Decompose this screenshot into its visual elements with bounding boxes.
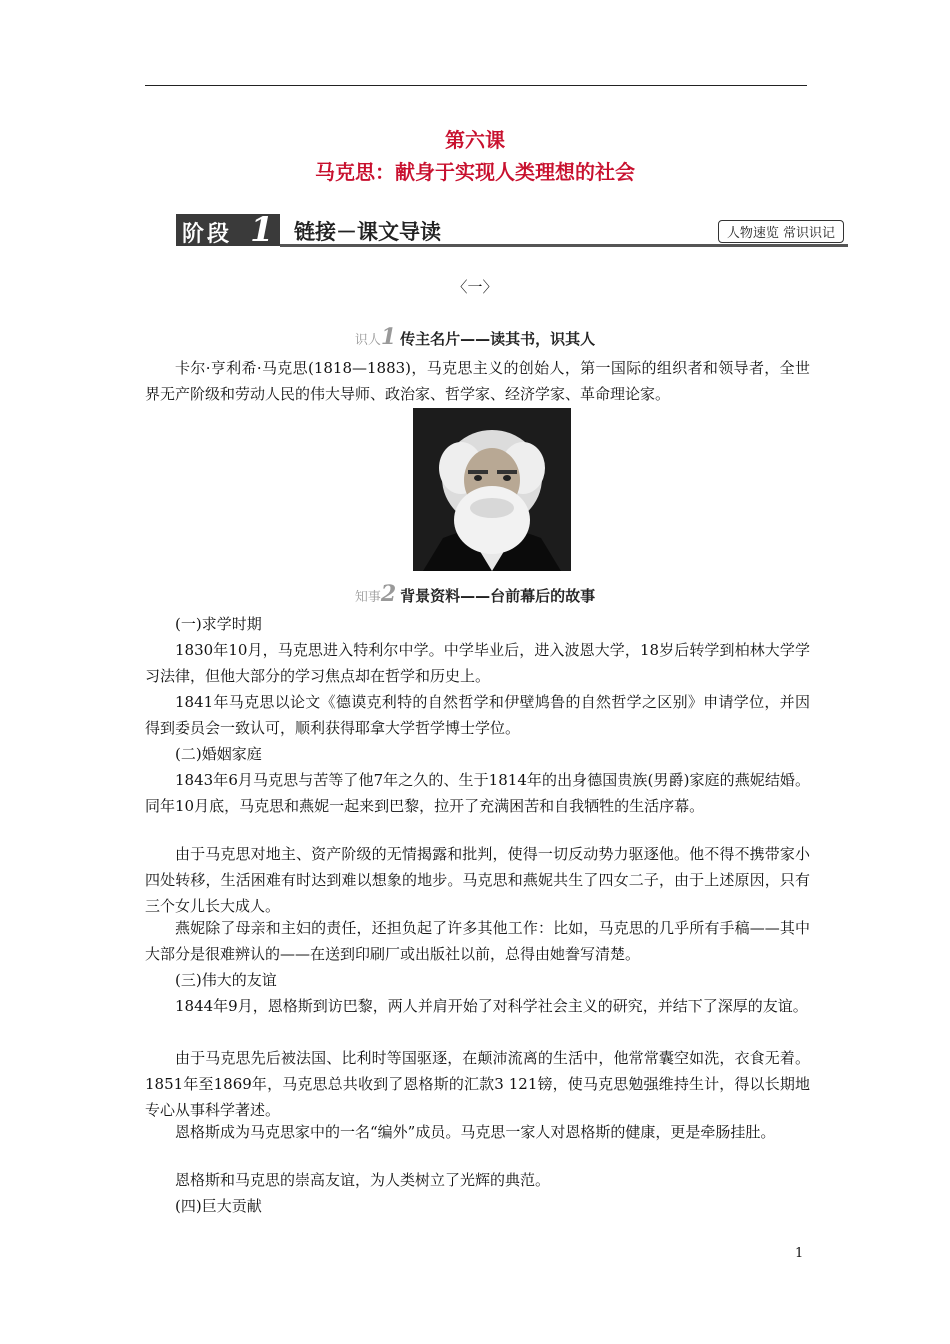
subheading-friendship: (三)伟大的友谊	[175, 971, 277, 989]
stage-label: 阶段	[182, 222, 233, 247]
paragraph-9: 恩格斯和马克思的崇高友谊，为人类树立了光辉的典范。	[175, 1171, 551, 1189]
portrait-drawing	[413, 408, 571, 571]
paragraph-4: 由于马克思对地主、资产阶级的无情揭露和批判，使得一切反动势力驱逐他。他不得不携带家小四处转移，生活困难有时达到难以想象的地步。马克思和燕妮共生了四女二子，由于上述原因，只有三个女儿长大成人。	[145, 845, 810, 915]
stage-title: 链接－课文导读	[294, 220, 441, 244]
paragraph-7: 由于马克思先后被法国、比利时等国驱逐，在颠沛流离的生活中，他常常囊空如洗，衣食无着。1851年至1869年，马克思总共收到了恩格斯的汇款3 121镑，使马克思勉强维持生计，得以长期地专心从事科学著述。	[145, 1049, 810, 1119]
intro-paragraph: 卡尔·亨利希·马克思(1818—1883)，马克思主义的创始人，第一国际的组织者和领导者，全世界无产阶级和劳动人民的伟大导师、政治家、哲学家、经济学家、革命理论家。	[145, 359, 810, 403]
stage-tag: 人物速览 常识识记	[718, 220, 844, 243]
section-tag: 识人	[354, 333, 381, 348]
page-number: 1	[795, 1246, 804, 1261]
section-heading-1	[0, 324, 950, 350]
section-title: 背景资料——台前幕后的故事	[400, 587, 596, 605]
portrait-image	[413, 408, 571, 571]
paragraph-3: 1843年6月马克思与苦等了他7年之久的、生于1814年的出身德国贵族(男爵)家庭的燕妮结婚。同年10月底，马克思和燕妮一起来到巴黎，拉开了充满困苦和自我牺牲的生活序幕。	[145, 771, 810, 815]
subheading-marriage: (二)婚姻家庭	[175, 745, 262, 763]
paragraph-5: 燕妮除了母亲和主妇的责任，还担负起了许多其他工作：比如，马克思的几乎所有手稿——其中大部分是很难辨认的——在送到印刷厂或出版社以前，总得由她誊写清楚。	[145, 919, 810, 963]
section-tag: 知事	[354, 590, 381, 605]
lesson-title: 马克思：献身于实现人类理想的社会	[315, 160, 635, 184]
paragraph-6: 1844年9月，恩格斯到访巴黎，两人并肩开始了对科学社会主义的研究，并结下了深厚的友谊。	[175, 997, 808, 1015]
paragraph-1: 1830年10月，马克思进入特利尔中学。中学毕业后，进入波恩大学，18岁后转学到柏林大学学习法律，但他大部分的学习焦点却在哲学和历史上。	[145, 641, 810, 685]
section-number: 2	[380, 581, 397, 607]
stage-number: 1	[250, 210, 274, 250]
top-rule	[145, 85, 807, 86]
lesson-number: 第六课	[445, 128, 505, 152]
subheading-contribution: (四)巨大贡献	[175, 1197, 262, 1215]
stage-bar	[176, 212, 848, 248]
stage-underline	[280, 244, 848, 247]
section-number: 1	[380, 324, 397, 350]
section-title: 传主名片——读其书，识其人	[400, 330, 596, 348]
subheading-study: (一)求学时期	[175, 615, 262, 633]
part-marker: 〈一〉	[452, 278, 498, 296]
paragraph-8: 恩格斯成为马克思家中的一名“编外”成员。马克思一家人对恩格斯的健康，更是牵肠挂肚。	[175, 1123, 776, 1141]
paragraph-2: 1841年马克思以论文《德谟克利特的自然哲学和伊壁鸠鲁的自然哲学之区别》申请学位，并因得到委员会一致认可，顺利获得耶拿大学哲学博士学位。	[145, 693, 810, 737]
stage-badge	[176, 210, 280, 250]
section-heading-2	[0, 581, 950, 607]
